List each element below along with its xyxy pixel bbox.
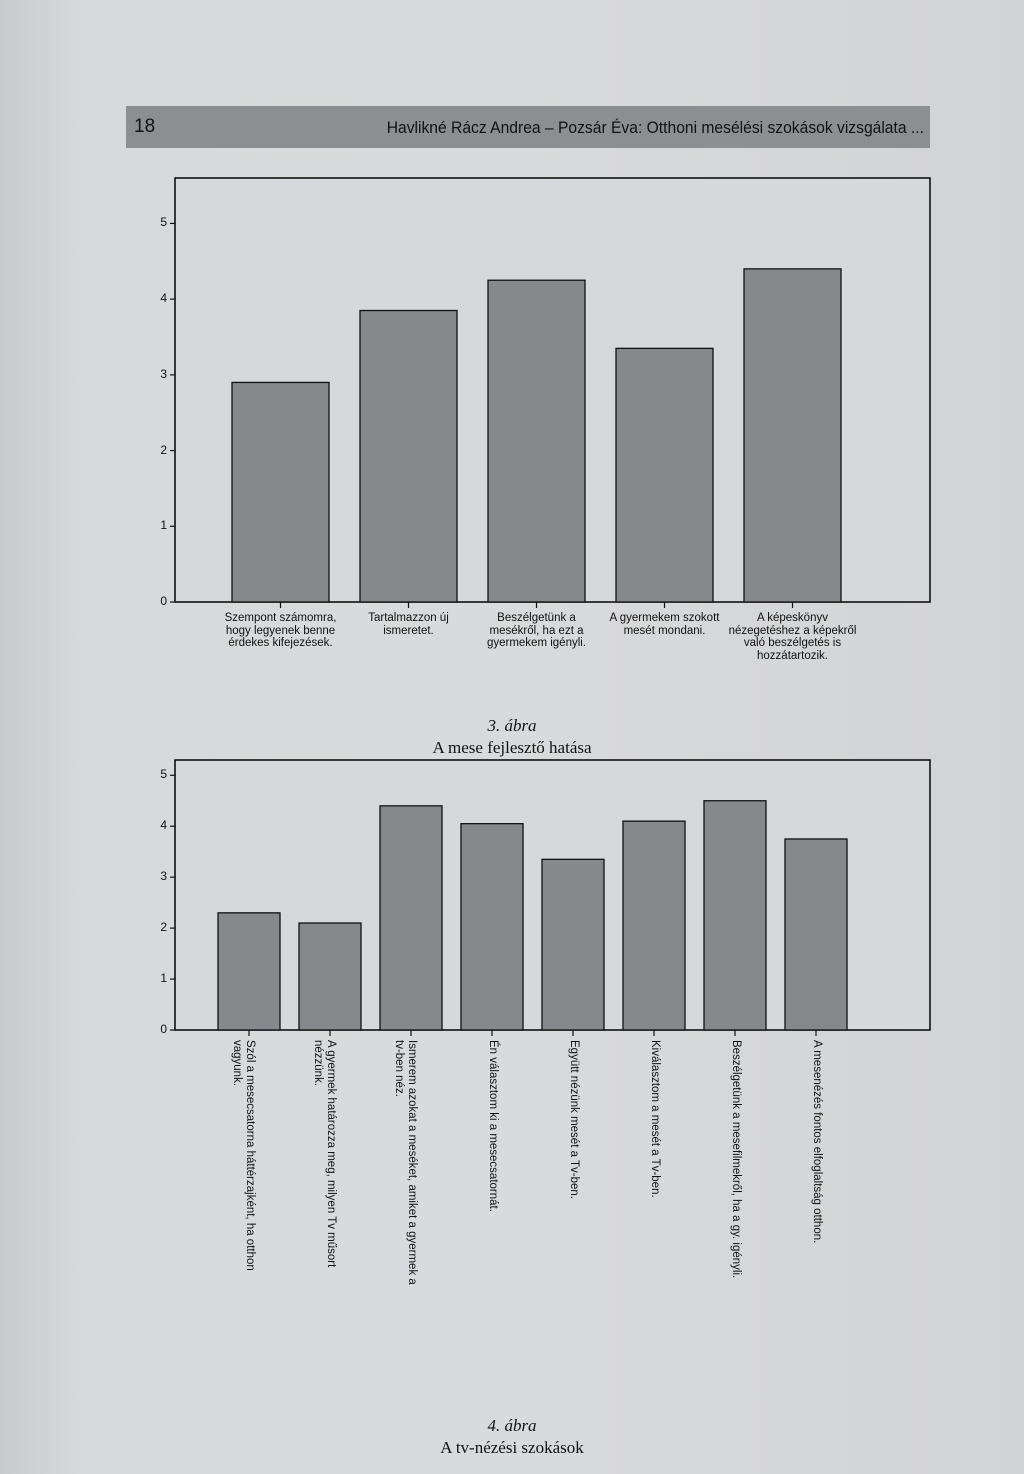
fig4-bar [461, 824, 523, 1030]
fig3-bar [488, 280, 585, 602]
fig4-bar [380, 806, 442, 1030]
fig3-bar [616, 348, 713, 602]
fig3-y-tick-label: 0 [160, 594, 167, 608]
fig4-bar [299, 923, 361, 1030]
fig3-category-label: Beszélgetünk a mesékről, ha ezt a gyermekem igényli. [486, 612, 587, 649]
fig4-bar [704, 801, 766, 1030]
fig3-category-label: Tartalmazzon új ismeretet. [368, 612, 449, 637]
fig4-category-label: Én választom ki a mesecsatornát. [487, 1040, 499, 1212]
fig4-y-tick-label: 2 [160, 920, 167, 935]
fig3-bar [744, 269, 841, 602]
fig3-y-tick-label: 5 [160, 215, 167, 230]
fig3-category-label: A képeskönyv nézegetéshez a képekről való beszélgetés is hozzátartozik. [728, 612, 857, 662]
running-title: Havlikné Rácz Andrea – Pozsár Éva: Otthoni mesélési szokások vizsgálata ... [386, 118, 924, 137]
fig4-category-label: Beszélgetünk a mesefilmekről, ha a gy. igényli. [730, 1040, 742, 1279]
fig4-bar [218, 913, 280, 1030]
fig4-y-tick-label: 0 [160, 1022, 167, 1036]
fig4-category-label: Szól a mesecsatorna háttérzajként, ha otthon vagyunk. [231, 1040, 256, 1271]
fig4-category-label: Együtt nézünk mesét a Tv-ben. [568, 1040, 580, 1199]
fig3-category-label: A gyermekem szokott mesét mondani. [609, 612, 720, 637]
figure3-caption-number: 3. ábra [487, 716, 537, 735]
page-number: 18 [134, 116, 156, 137]
fig4-y-tick-label: 3 [160, 869, 167, 884]
figure4-caption-number: 4. ábra [487, 1416, 537, 1435]
fig4-y-tick-label: 4 [160, 818, 167, 833]
fig4-bar [785, 839, 847, 1030]
fig4-y-tick-label: 5 [160, 767, 167, 782]
fig4-category-label: Ismerem azokat a meséket, amiket a gyermek a tv-ben néz. [393, 1040, 418, 1285]
figure3-caption-title: A mese fejlesztő hatása [432, 738, 592, 757]
fig3-y-tick-label: 1 [160, 518, 167, 533]
fig3-category-label: Szempont számomra, hogy legyenek benne érdekes kifejezések. [224, 612, 337, 649]
fig3-y-tick-label: 3 [160, 366, 167, 381]
fig3-bar [232, 382, 329, 602]
fig4-bar [542, 859, 604, 1030]
fig4-category-label: A gyermek határozza meg, milyen Tv műsort nézzünk. [312, 1040, 337, 1268]
fig3-y-tick-label: 2 [160, 442, 167, 457]
fig4-y-tick-label: 1 [160, 971, 167, 986]
fig4-category-label: Kiválasztom a mesét a Tv-ben. [649, 1040, 661, 1198]
fig4-category-label: A mesenézés fontos elfoglaltság otthon. [811, 1040, 823, 1244]
fig3-bar [360, 311, 457, 603]
figure4-caption-title: A tv-nézési szokások [440, 1438, 584, 1457]
fig4-bar [623, 821, 685, 1030]
fig3-y-tick-label: 4 [160, 291, 167, 306]
